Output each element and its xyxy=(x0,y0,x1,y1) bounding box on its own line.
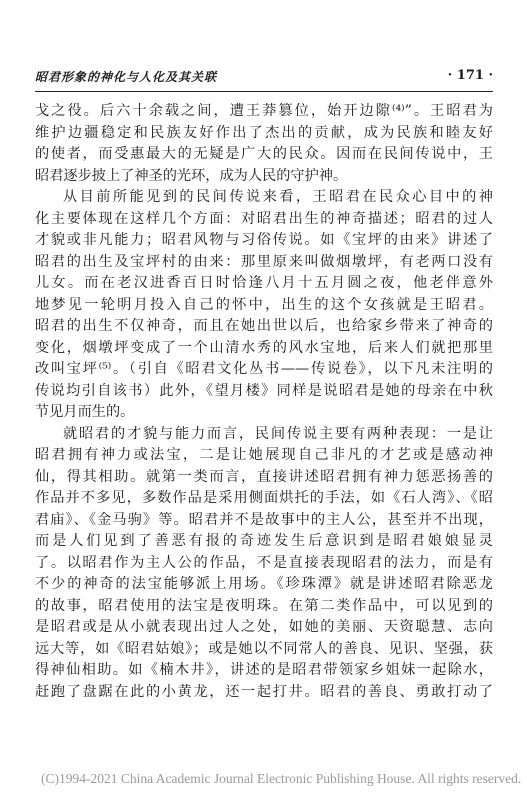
text-line: 改叫宝坪⁽⁵⁾。（引自《昭君文化丛书——传说卷》，以下凡未注明的 xyxy=(35,361,493,377)
text-line: 昭君的出生不仅神奇，而且在她出世以后，也给家乡带来了神奇的 xyxy=(35,318,493,334)
text-line: 而是人们见到了善恶有报的奇迹发生后意识到是昭君娘娘显灵 xyxy=(35,533,493,549)
page-number: · 171 · xyxy=(447,68,493,83)
text-line: 的故事，昭君使用的法宝是夜明珠。在第二类作品中，可以见到的 xyxy=(35,597,493,614)
text-line: 才貌或非凡能力；昭君风物与习俗传说。如《宝坪的由来》讲述了 xyxy=(35,232,493,248)
text-line: 昭君拥有神力或法宝，二是让她展现自己非凡的才艺或是感动神 xyxy=(35,447,493,463)
text-line: 从目前所能见到的民间传说来看，王昭君在民众心目中的神 xyxy=(63,189,493,205)
text-line: 君庙》、《金马驹》等。昭君并不是故事中的主人公，甚至并不出现， xyxy=(35,511,493,528)
text-line: 的使者，而受惠最大的无疑是广大的民众。因而在民间传说中，王 xyxy=(35,146,493,162)
copyright-footer: (C)1994-2021 China Academic Journal Electronic Publishing House. All rights reserved. xyxy=(41,771,522,786)
text-line: 仙，得其相助。就第一类而言，直接讲述昭君拥有神力惩恶扬善的 xyxy=(35,468,493,485)
text-line: 远大等，如《昭君姑娘》；或是她以不同常人的善良、见识、坚强，获 xyxy=(35,640,493,657)
text-line: 得神仙相助。如《楠木井》，讲述的是昭君带领家乡姐妹一起除水， xyxy=(35,662,493,678)
text-line: 昭君逐步披上了神圣的光环，成为人民的守护神。 xyxy=(35,167,348,184)
text-line: 地梦见一轮明月投入自己的怀中，出生的这个女孩就是王昭君。 xyxy=(35,296,493,313)
header-rule xyxy=(35,91,493,92)
text-line: 是昭君或是从小就表现出过人之处，如她的美丽、天资聪慧、志向 xyxy=(35,619,493,635)
text-line: 变化，烟墩坪变成了一个山清水秀的风水宝地，后来人们就把那里 xyxy=(35,339,493,356)
text-line: 赶跑了盘踞在此的小黄龙，还一起打井。昭君的善良、勇敢打动了 xyxy=(35,683,493,700)
page-header xyxy=(35,66,493,88)
text-line: 了。以昭君作为主人公的作品，不是直接表现昭君的法力，而是有 xyxy=(35,554,493,571)
text-line: 化主要体现在这样几个方面：对昭君出生的神奇描述；昭君的过人 xyxy=(35,210,493,227)
body-text xyxy=(35,101,493,703)
text-line: 维护边疆稳定和民族友好作出了杰出的贡献，成为民族和睦友好 xyxy=(35,124,493,141)
text-line: 作品并不多见，多数作品是采用侧面烘托的手法，如《石人湾》、《昭 xyxy=(35,490,493,506)
text-line: 戈之役。后六十余载之间，遭王莽篡位，始开边隙⁽⁴⁾”。王昭君为 xyxy=(35,103,493,119)
text-line: 节见月而生的。 xyxy=(35,404,135,420)
text-line: 就昭君的才貌与能力而言，民间传说主要有两种表现：一是让 xyxy=(63,425,493,442)
text-line: 不少的神奇的法宝能够派上用场。《珍珠潭》就是讲述昭君除恶龙 xyxy=(35,576,493,592)
text-line: 传说均引自该书）此外，《望月楼》同样是说昭君是她的母亲在中秋 xyxy=(35,382,493,399)
text-line: 儿女。而在老汉进香百日时恰逢八月十五月圆之夜，他老伴意外 xyxy=(35,275,493,291)
text-line: 昭君的出生及宝坪村的由来：那里原来叫做烟墩坪，有老两口没有 xyxy=(35,253,493,270)
running-title: 昭君形象的神化与人化及其关联 xyxy=(35,70,218,84)
